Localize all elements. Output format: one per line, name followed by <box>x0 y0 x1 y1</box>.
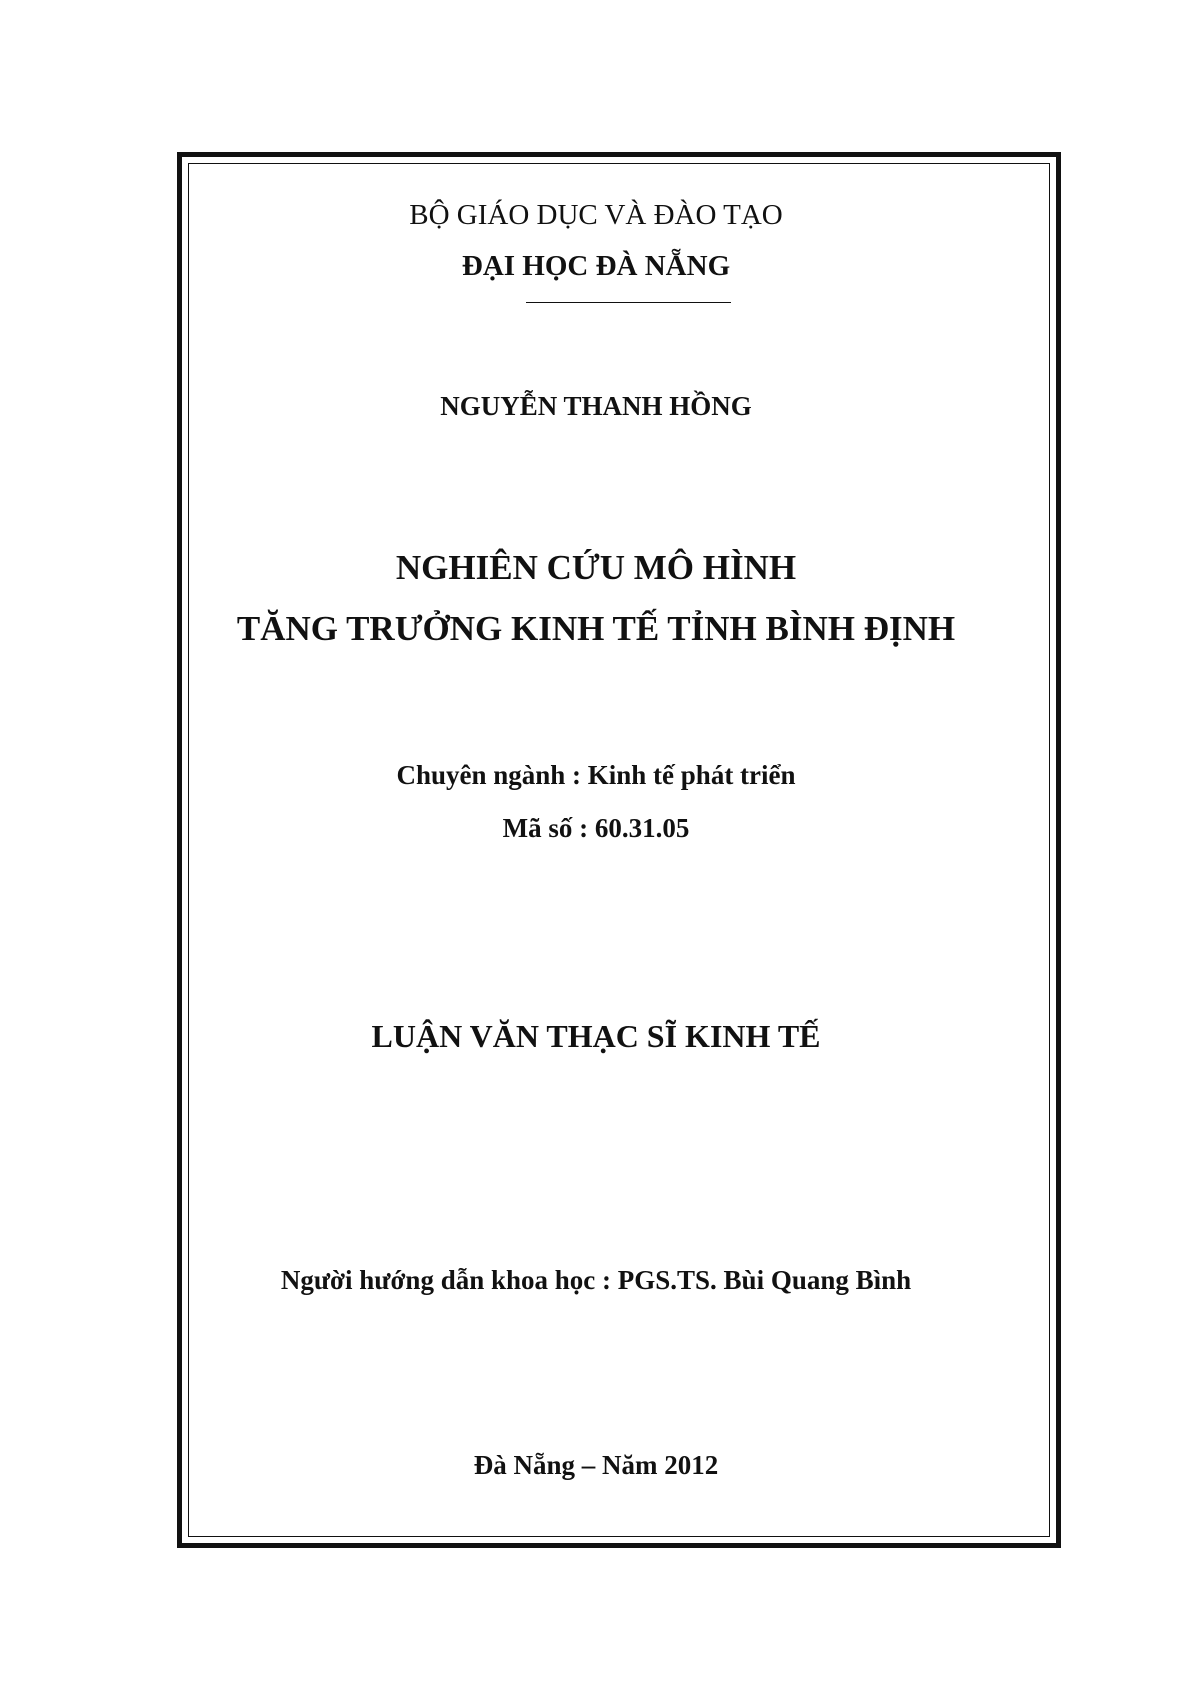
thesis-title-line-1: NGHIÊN CỨU MÔ HÌNH <box>395 548 797 587</box>
supervisor: Người hướng dẫn khoa học : PGS.TS. Bùi Quang Bình <box>280 1265 912 1295</box>
ministry-name: BỘ GIÁO DỤC VÀ ĐÀO TẠO <box>409 199 783 231</box>
page-border <box>177 152 1061 1548</box>
major-label: Chuyên ngành : Kinh tế phát triển <box>396 760 796 790</box>
header-divider <box>526 302 731 303</box>
place-and-year: Đà Nẵng – Năm 2012 <box>473 1450 719 1480</box>
thesis-title-line-2: TĂNG TRƯỞNG KINH TẾ TỈNH BÌNH ĐỊNH <box>236 609 956 648</box>
page-border-inner <box>188 163 1050 1537</box>
major-code: Mã số : 60.31.05 <box>502 813 690 843</box>
degree-type: LUẬN VĂN THẠC SĨ KINH TẾ <box>371 1018 821 1054</box>
university-name: ĐẠI HỌC ĐÀ NẴNG <box>461 250 731 282</box>
author-name: NGUYỄN THANH HỒNG <box>440 391 752 421</box>
